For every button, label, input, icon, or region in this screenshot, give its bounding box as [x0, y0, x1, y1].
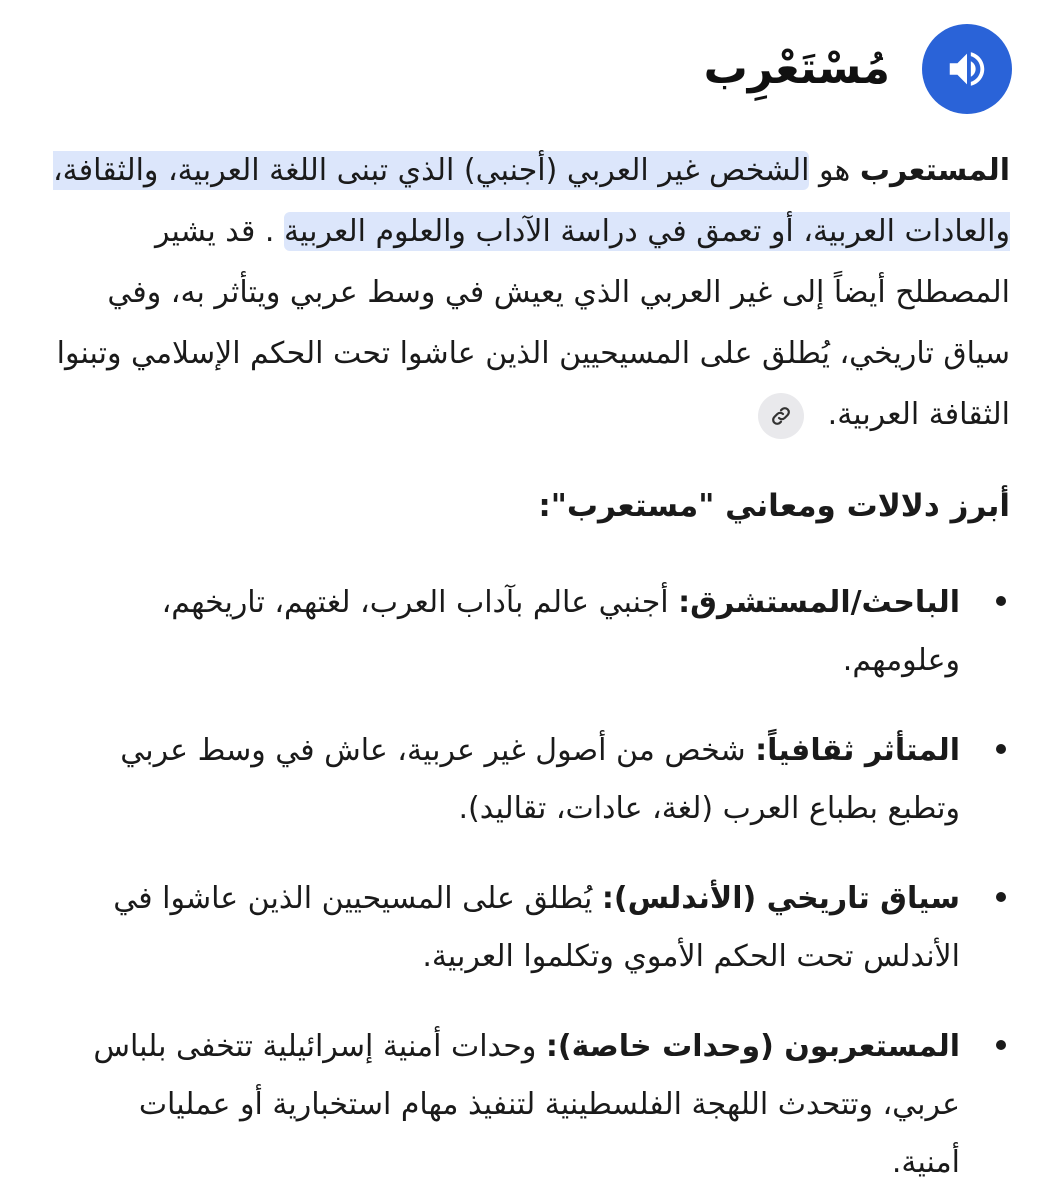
list-item	[80, 870, 1010, 986]
definition-term: المستعرب	[859, 153, 1010, 188]
bullet-dot	[996, 892, 1006, 902]
meaning-text: يُطلق على المسيحيين الذين عاشوا في الأندلس تحت الحكم الأموي وتكلموا العربية.	[113, 881, 960, 974]
source-link-button[interactable]	[758, 393, 804, 439]
meaning-text: شخص من أصول غير عربية، عاش في وسط عربي وتطبع بطباع العرب (لغة، عادات، تقاليد).	[120, 733, 960, 826]
definition-rest: . قد يشير المصطلح أيضاً إلى غير العربي الذي يعيش في وسط عربي ويتأثر به، وفي سياق تاريخي، يُطلق على المسيحيين الذين عاشوا تحت الحكم الإسلامي وتبنوا الثقافة العربية.	[56, 214, 1010, 432]
list-item	[80, 722, 1010, 838]
definition-paragraph	[38, 140, 1010, 445]
highlighted-text[interactable]: الشخص غير العربي (أجنبي) الذي تبنى اللغة العربية، والثقافة، والعادات العربية، أو تعمق في دراسة الآداب والعلوم العربية	[52, 153, 1010, 249]
list-item	[80, 574, 1010, 690]
bullet-dot	[996, 744, 1006, 754]
word-header	[704, 24, 1012, 114]
word-title: مُسْتَعْرِب	[703, 43, 890, 94]
speaker-icon	[944, 46, 990, 92]
bullet-dot	[996, 1040, 1006, 1050]
link-icon	[769, 404, 793, 428]
definition-connector: هو	[809, 153, 860, 188]
meaning-label: المتأثر ثقافياً:	[755, 733, 960, 768]
meaning-text: وحدات أمنية إسرائيلية تتخفى بلباس عربي، وتتحدث اللهجة الفلسطينية لتنفيذ مهام استخبارية أو عمليات أمنية.	[93, 1029, 960, 1180]
meaning-label: المستعربون (وحدات خاصة):	[545, 1029, 960, 1064]
meaning-text: أجنبي عالم بآداب العرب، لغتهم، تاريخهم، وعلومهم.	[161, 585, 960, 678]
section-heading: أبرز دلالات ومعاني "مستعرب":	[538, 488, 1010, 524]
pronounce-button[interactable]	[922, 24, 1012, 114]
list-item	[80, 1018, 1010, 1192]
meaning-label: الباحث/المستشرق:	[678, 585, 960, 620]
meaning-label: سياق تاريخي (الأندلس):	[601, 881, 960, 916]
bullet-dot	[996, 596, 1006, 606]
meanings-list	[80, 574, 1010, 1200]
